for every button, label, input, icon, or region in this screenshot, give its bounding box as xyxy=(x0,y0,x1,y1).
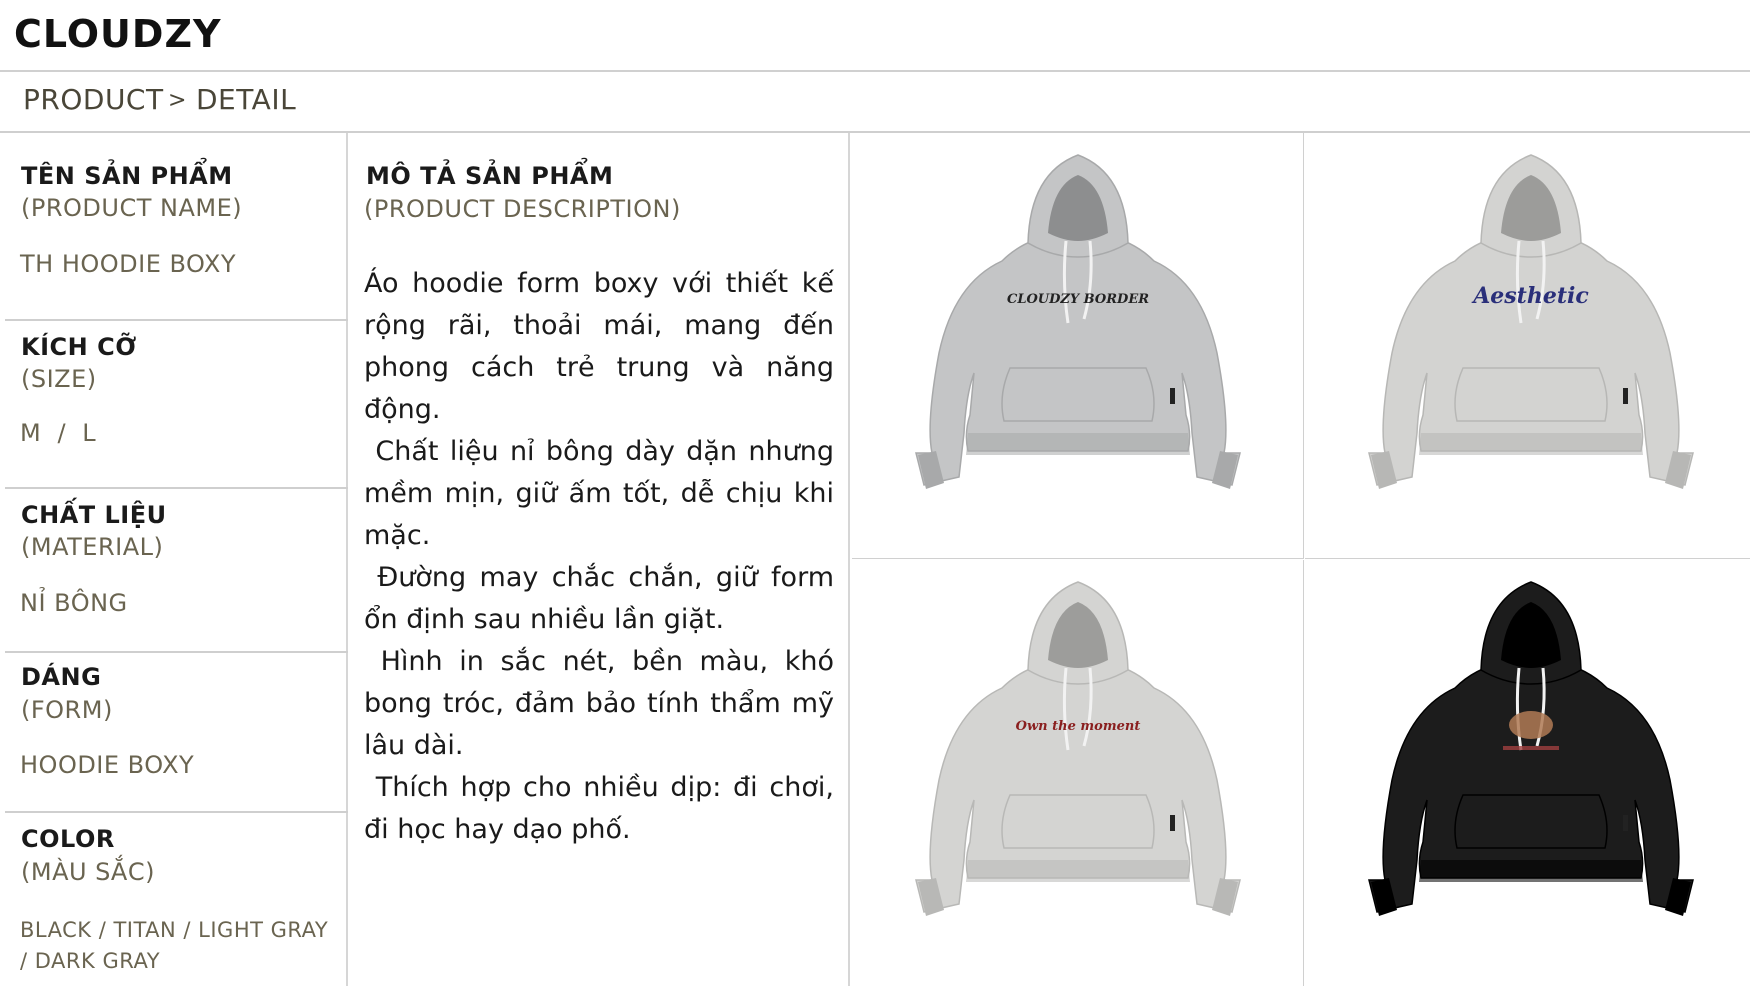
spec-value: M / L xyxy=(20,419,97,447)
spec-title: COLOR xyxy=(21,825,115,853)
hoodie-graphic xyxy=(1503,746,1559,750)
gallery-cell[interactable] xyxy=(852,560,1304,986)
description-subtitle: (PRODUCT DESCRIPTION) xyxy=(364,195,681,223)
spec-product-name xyxy=(5,133,348,321)
hoodie-print: Own the moment xyxy=(1015,719,1141,734)
hoodie-tag xyxy=(1623,815,1628,831)
titan-hoodie-image[interactable] xyxy=(852,133,1304,559)
spec-subtitle: (PRODUCT NAME) xyxy=(21,194,243,222)
spec-size xyxy=(5,321,348,489)
hoodie-tag xyxy=(1170,815,1175,831)
spec-title: KÍCH CỠ xyxy=(21,333,137,361)
light-gray-aesthetic-hoodie-image[interactable] xyxy=(1305,133,1750,559)
hoodie-print: Aesthetic xyxy=(1473,283,1589,309)
hoodie-tag xyxy=(1623,388,1628,404)
hoodie-tag xyxy=(1170,388,1175,404)
description-column xyxy=(350,133,850,986)
hoodie-hem xyxy=(966,433,1190,455)
spec-column xyxy=(0,133,348,986)
spec-title: CHẤT LIỆU xyxy=(21,501,167,529)
spec-subtitle: (MATERIAL) xyxy=(21,533,164,561)
product-gallery xyxy=(852,133,1750,986)
black-hoodie-image[interactable] xyxy=(1305,560,1750,986)
spec-title: TÊN SẢN PHẨM xyxy=(21,162,233,190)
breadcrumb-separator: > xyxy=(168,88,187,113)
spec-form xyxy=(5,653,348,813)
description-paragraph: Chất liệu nỉ bông dày dặn nhưng mềm mịn, giữ ấm tốt, dễ chịu khi mặc. xyxy=(364,436,843,551)
description-paragraph: Áo hoodie form boxy với thiết kế rộng rãi, thoải mái, mang đến phong cách trẻ trung và năng động. xyxy=(364,268,834,425)
hoodie-hem xyxy=(1419,433,1643,455)
description-title: MÔ TẢ SẢN PHẨM xyxy=(366,162,614,190)
breadcrumb xyxy=(0,72,1750,133)
hoodie-hem xyxy=(1419,860,1643,882)
description-paragraph: Thích hợp cho nhiều dịp: đi chơi, đi học hay dạo phố. xyxy=(364,772,843,845)
spec-material xyxy=(5,489,348,653)
gallery-cell[interactable] xyxy=(852,133,1304,559)
hoodie-print: CLOUDZY BORDER xyxy=(1006,292,1150,307)
top-header xyxy=(0,0,1750,72)
spec-title: DÁNG xyxy=(21,663,102,691)
breadcrumb-product-link[interactable]: PRODUCT xyxy=(23,83,164,116)
description-paragraph: Hình in sắc nét, bền màu, khó bong tróc, đảm bảo tính thẩm mỹ lâu dài. xyxy=(364,646,843,761)
spec-subtitle: (FORM) xyxy=(21,696,113,724)
light-gray-own-the-moment-hoodie-image[interactable] xyxy=(852,560,1304,986)
spec-value: TH HOODIE BOXY xyxy=(20,250,237,278)
description-paragraph: Đường may chắc chắn, giữ form ổn định sau nhiều lần giặt. xyxy=(364,562,843,635)
gallery-cell[interactable] xyxy=(1305,560,1750,986)
spec-value: HOODIE BOXY xyxy=(20,751,195,779)
brand-logo[interactable]: CLOUDZY xyxy=(14,12,222,56)
hoodie-graphic xyxy=(1509,711,1553,739)
spec-color xyxy=(5,813,348,986)
spec-subtitle: (MÀU SẮC) xyxy=(21,858,155,886)
gallery-cell[interactable] xyxy=(1305,133,1750,559)
breadcrumb-detail: DETAIL xyxy=(196,83,297,116)
description-body xyxy=(364,263,843,851)
spec-value: BLACK / TITAN / LIGHT GRAY / DARK GRAY xyxy=(20,918,329,973)
spec-value: NỈ BÔNG xyxy=(20,589,128,617)
hoodie-hem xyxy=(966,860,1190,882)
spec-subtitle: (SIZE) xyxy=(21,365,97,393)
